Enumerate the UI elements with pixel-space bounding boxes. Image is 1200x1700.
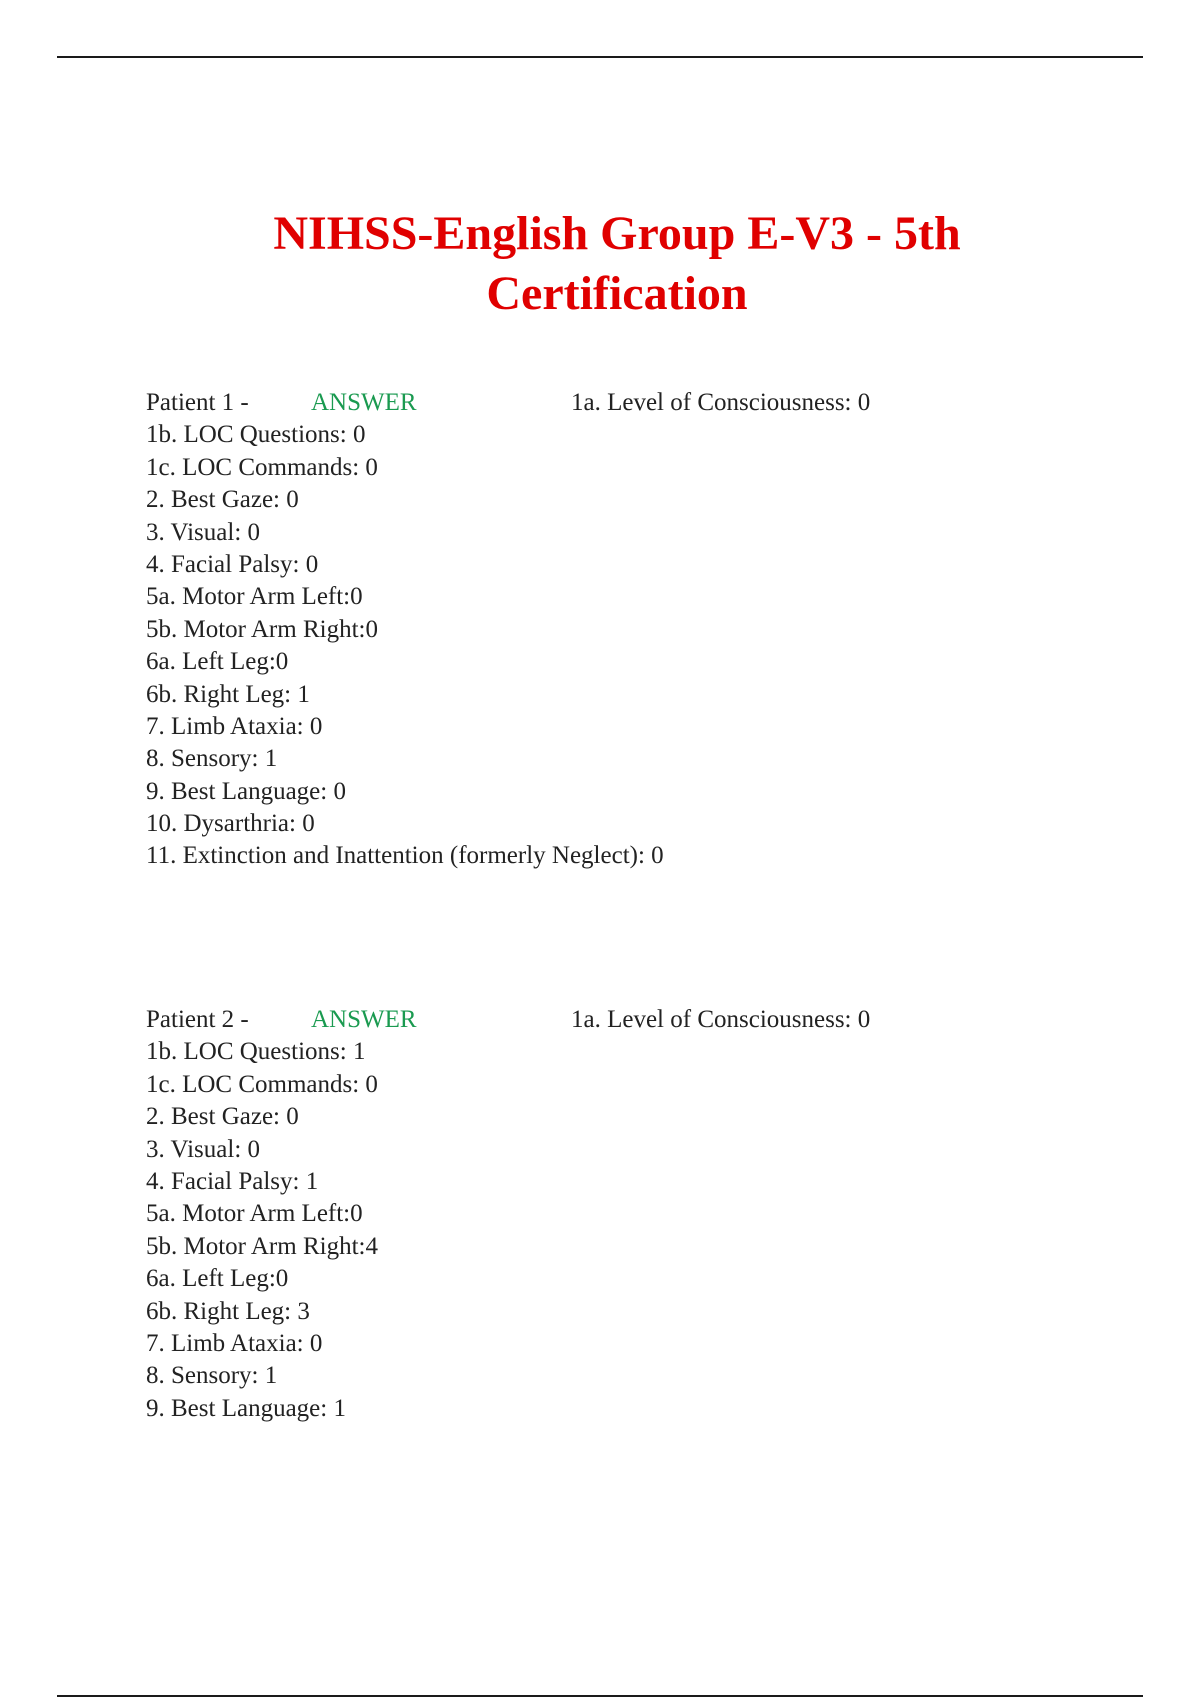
patient-1-answer-label: ANSWER xyxy=(311,389,417,416)
patient-2-answer-label: ANSWER xyxy=(311,1006,417,1033)
header-rule xyxy=(57,56,1143,58)
patient-1-label: Patient 1 - xyxy=(146,389,249,416)
score-item: 6a. Left Leg:0 xyxy=(146,1265,289,1293)
score-item: 6b. Right Leg: 3 xyxy=(146,1297,310,1325)
footer-rule xyxy=(57,1695,1143,1697)
score-item: 5b. Motor Arm Right:4 xyxy=(146,1232,378,1260)
score-item: 3. Visual: 0 xyxy=(146,518,261,546)
title-line-1: NIHSS-English Group E-V3 - 5th xyxy=(273,207,961,260)
score-item: 6b. Right Leg: 1 xyxy=(146,680,310,708)
score-item: 1c. LOC Commands: 0 xyxy=(146,453,378,481)
patient-2-section xyxy=(146,1004,1046,1425)
score-item: 6a. Left Leg:0 xyxy=(146,648,289,676)
patient-1-header xyxy=(146,387,1046,419)
patient-2-score-list xyxy=(146,1036,1046,1425)
score-item: 8. Sensory: 1 xyxy=(146,1362,278,1390)
score-item: 3. Visual: 0 xyxy=(146,1135,261,1163)
patient-2-label: Patient 2 - xyxy=(146,1006,249,1033)
score-item: 5a. Motor Arm Left:0 xyxy=(146,1200,363,1228)
patient-1-section xyxy=(146,387,1046,873)
score-item: 9. Best Language: 0 xyxy=(146,777,346,805)
score-item: 5a. Motor Arm Left:0 xyxy=(146,583,363,611)
score-item: 8. Sensory: 1 xyxy=(146,745,278,773)
score-item: 1c. LOC Commands: 0 xyxy=(146,1070,378,1098)
score-item: 1b. LOC Questions: 1 xyxy=(146,1038,366,1066)
patient-2-first-item: 1a. Level of Consciousness: 0 xyxy=(571,1006,871,1033)
score-item: 7. Limb Ataxia: 0 xyxy=(146,1329,323,1357)
score-item: 1b. LOC Questions: 0 xyxy=(146,421,366,449)
score-item: 2. Best Gaze: 0 xyxy=(146,486,299,514)
score-item: 10. Dysarthria: 0 xyxy=(146,810,315,838)
patient-1-score-list xyxy=(146,419,1046,872)
patient-1-first-item: 1a. Level of Consciousness: 0 xyxy=(571,389,871,416)
score-item: 7. Limb Ataxia: 0 xyxy=(146,712,323,740)
score-item: 4. Facial Palsy: 1 xyxy=(146,1167,319,1195)
document-title xyxy=(0,204,1200,324)
score-item: 9. Best Language: 1 xyxy=(146,1394,346,1422)
score-item: 11. Extinction and Inattention (formerly Neglect): 0 xyxy=(146,842,664,870)
score-item: 4. Facial Palsy: 0 xyxy=(146,550,319,578)
score-item: 2. Best Gaze: 0 xyxy=(146,1103,299,1131)
title-line-2: Certification xyxy=(486,267,748,320)
patient-2-header xyxy=(146,1004,1046,1036)
score-item: 5b. Motor Arm Right:0 xyxy=(146,615,378,643)
